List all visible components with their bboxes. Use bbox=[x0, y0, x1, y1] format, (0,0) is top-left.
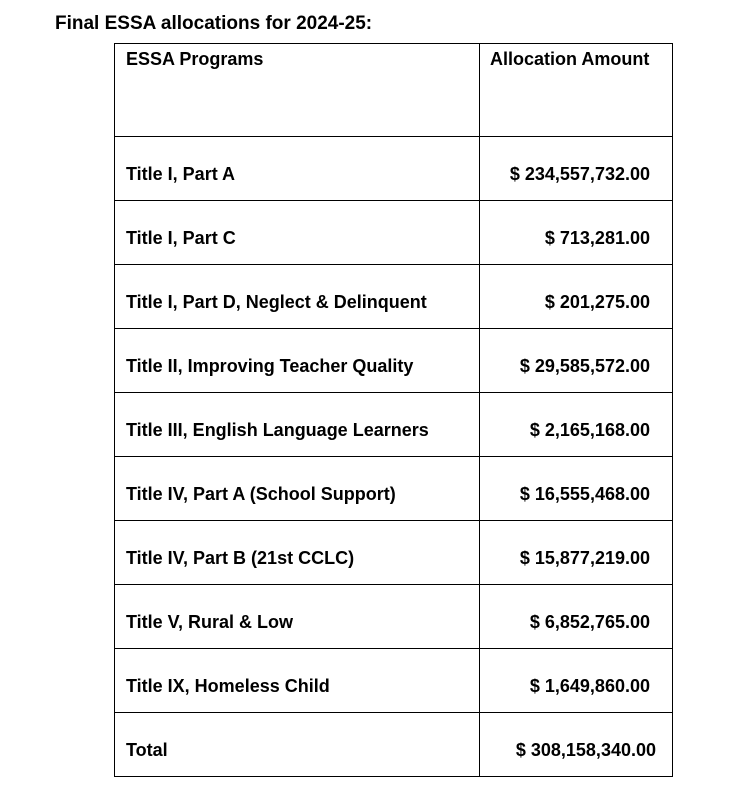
program-name-cell: Title I, Part D, Neglect & Delinquent bbox=[115, 265, 480, 329]
table-header-row bbox=[115, 44, 673, 137]
table-row bbox=[115, 457, 673, 521]
program-name-cell: Title IV, Part A (School Support) bbox=[115, 457, 480, 521]
program-name-cell: Title III, English Language Learners bbox=[115, 393, 480, 457]
allocation-amount-cell: $ 6,852,765.00 bbox=[480, 585, 673, 649]
table-row bbox=[115, 137, 673, 201]
program-name-cell: Title IV, Part B (21st CCLC) bbox=[115, 521, 480, 585]
allocations-table bbox=[114, 43, 673, 777]
allocation-amount-cell: $ 234,557,732.00 bbox=[480, 137, 673, 201]
table-row bbox=[115, 649, 673, 713]
allocation-amount-cell: $ 2,165,168.00 bbox=[480, 393, 673, 457]
allocation-amount-cell: $ 713,281.00 bbox=[480, 201, 673, 265]
document-title: Final ESSA allocations for 2024-25: bbox=[55, 13, 373, 34]
program-name-cell: Title I, Part A bbox=[115, 137, 480, 201]
column-header-programs: ESSA Programs bbox=[115, 44, 480, 137]
table-row bbox=[115, 393, 673, 457]
table-row bbox=[115, 329, 673, 393]
program-name-cell: Title I, Part C bbox=[115, 201, 480, 265]
table-row bbox=[115, 585, 673, 649]
total-amount-cell: $ 308,158,340.00 bbox=[480, 713, 673, 777]
column-header-allocation-amount: Allocation Amount bbox=[480, 44, 673, 137]
allocation-amount-cell: $ 29,585,572.00 bbox=[480, 329, 673, 393]
total-label-cell: Total bbox=[115, 713, 480, 777]
allocation-amount-cell: $ 15,877,219.00 bbox=[480, 521, 673, 585]
table-row bbox=[115, 265, 673, 329]
allocation-amount-cell: $ 201,275.00 bbox=[480, 265, 673, 329]
allocation-amount-cell: $ 1,649,860.00 bbox=[480, 649, 673, 713]
program-name-cell: Title V, Rural & Low bbox=[115, 585, 480, 649]
table-row bbox=[115, 201, 673, 265]
program-name-cell: Title II, Improving Teacher Quality bbox=[115, 329, 480, 393]
program-name-cell: Title IX, Homeless Child bbox=[115, 649, 480, 713]
allocation-amount-cell: $ 16,555,468.00 bbox=[480, 457, 673, 521]
total-row bbox=[115, 713, 673, 777]
table-row bbox=[115, 521, 673, 585]
